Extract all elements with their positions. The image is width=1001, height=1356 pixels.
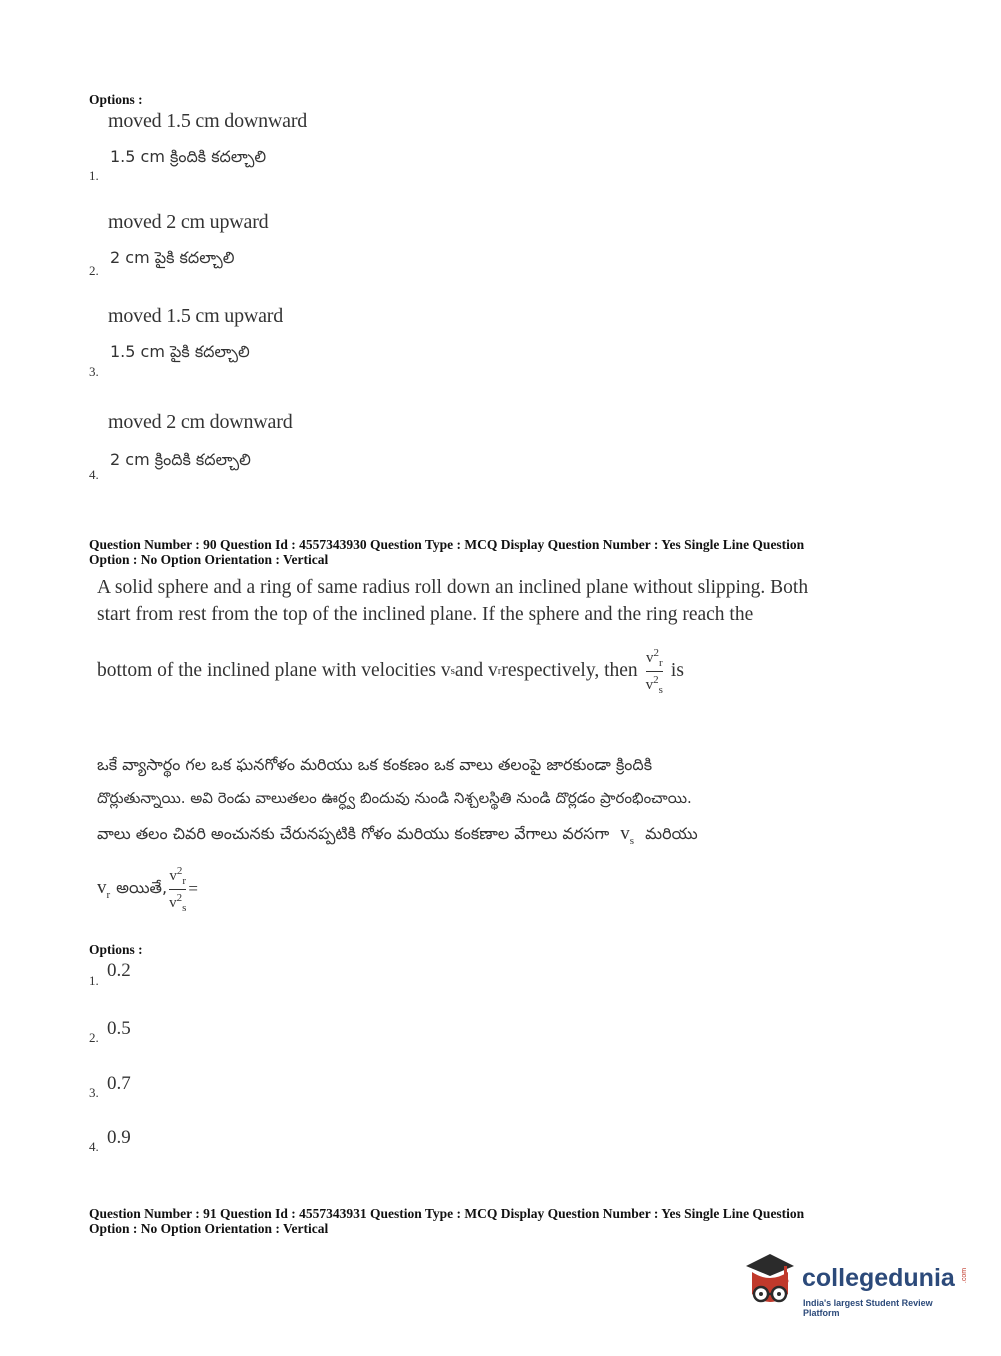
fraction-numerator: $v^2_r$ — [645, 646, 663, 669]
option-value: 0.2 — [107, 960, 131, 981]
option-value: 0.5 — [107, 1018, 131, 1039]
velocity-ratio-fraction — [169, 864, 186, 915]
question-meta-line: Question Number : 91 Question Id : 4557343931 Question Type : MCQ Display Question Number : Yes Single Line Question — [89, 1206, 805, 1221]
collegedunia-logo — [740, 1250, 970, 1320]
logo-wordmark: collegedunia — [802, 1264, 955, 1292]
option-number: 4. — [89, 467, 99, 482]
subscript: r — [497, 665, 502, 677]
text-fragment: respectively, then — [501, 660, 638, 681]
text-fragment: అయితే, — [116, 877, 168, 897]
option-number: 1. — [89, 168, 99, 183]
text-fragment: bottom of the inclined plane with velocities v — [97, 660, 451, 681]
equals-sign: = — [188, 879, 198, 898]
option-english: moved 2 cm upward — [108, 211, 269, 233]
option-telugu: 2 cm పైకి కదల్చాలి — [110, 248, 235, 267]
fraction-numerator: $v^2_r$ — [169, 864, 187, 887]
option-number: 4. — [89, 1139, 99, 1154]
option-value: 0.7 — [107, 1073, 131, 1094]
logo-tagline: India's largest Student Review Platform — [803, 1298, 933, 1318]
option-number: 2. — [89, 1030, 99, 1045]
logo-tld: .com — [961, 1267, 969, 1284]
text-fragment: is — [670, 660, 684, 681]
options-label: Options : — [89, 942, 143, 957]
question-telugu-line — [97, 823, 698, 847]
question-text-line: start from rest from the top of the inclined plane. If the sphere and the ring reach the — [97, 604, 754, 625]
question-meta — [89, 1206, 889, 1236]
velocity-ratio-fraction — [646, 646, 663, 697]
option-english: moved 2 cm downward — [108, 411, 293, 433]
fraction-denominator: $v^2_s$ — [169, 891, 187, 914]
option-number: 3. — [89, 364, 99, 379]
option-telugu: 2 cm క్రిందికి కదల్చాలి — [110, 450, 251, 469]
text-fragment: వాలు తలం చివరి అంచునకు చేరునప్పటికి గోళం మరియు కంకణాల వేగాలు వరసగా — [97, 824, 610, 843]
option-number: 3. — [89, 1085, 99, 1100]
question-text-line: A solid sphere and a ring of same radius roll down an inclined plane without slipping. Both — [97, 577, 809, 598]
option-number: 1. — [89, 973, 99, 988]
mascot-icon — [740, 1250, 798, 1316]
text-fragment: మరియు — [645, 824, 698, 843]
question-text-line — [97, 640, 684, 702]
math-v: $v_s$ — [620, 823, 635, 847]
option-number: 2. — [89, 263, 99, 278]
options-label: Options : — [89, 92, 143, 107]
question-telugu-line: ఒకే వ్యాసార్థం గల ఒక ఘనగోళం మరియు ఒక కంకణం ఒక వాలు తలంపై జారకుండా క్రిందికి — [97, 755, 653, 774]
question-meta — [89, 537, 889, 567]
question-meta-line: Option : No Option Orientation : Vertical — [89, 552, 329, 567]
question-meta-line: Question Number : 90 Question Id : 4557343930 Question Type : MCQ Display Question Number : Yes Single Line Question — [89, 537, 805, 552]
text-fragment: and v — [454, 660, 498, 681]
subscript: s — [450, 665, 455, 677]
option-value: 0.9 — [107, 1127, 131, 1148]
question-telugu-line: దొర్లుతున్నాయి. అవి రెండు వాలుతలం ఊర్ధ్వ బిందువు నుండి నిశ్చలస్థితి నుండి దొర్లడం ప్రారంభించాయి. — [97, 789, 692, 807]
question-telugu-line — [97, 858, 198, 920]
question-meta-line: Option : No Option Orientation : Vertical — [89, 1221, 329, 1236]
option-english: moved 1.5 cm upward — [108, 305, 284, 327]
option-telugu: 1.5 cm పైకి కదల్చాలి — [110, 342, 250, 361]
fraction-denominator: $v^2_s$ — [645, 673, 663, 696]
option-telugu: 1.5 cm క్రిందికి కదల్చాలి — [110, 147, 267, 166]
option-english: moved 1.5 cm downward — [108, 110, 308, 132]
math-v: $v_r$ — [97, 877, 111, 901]
